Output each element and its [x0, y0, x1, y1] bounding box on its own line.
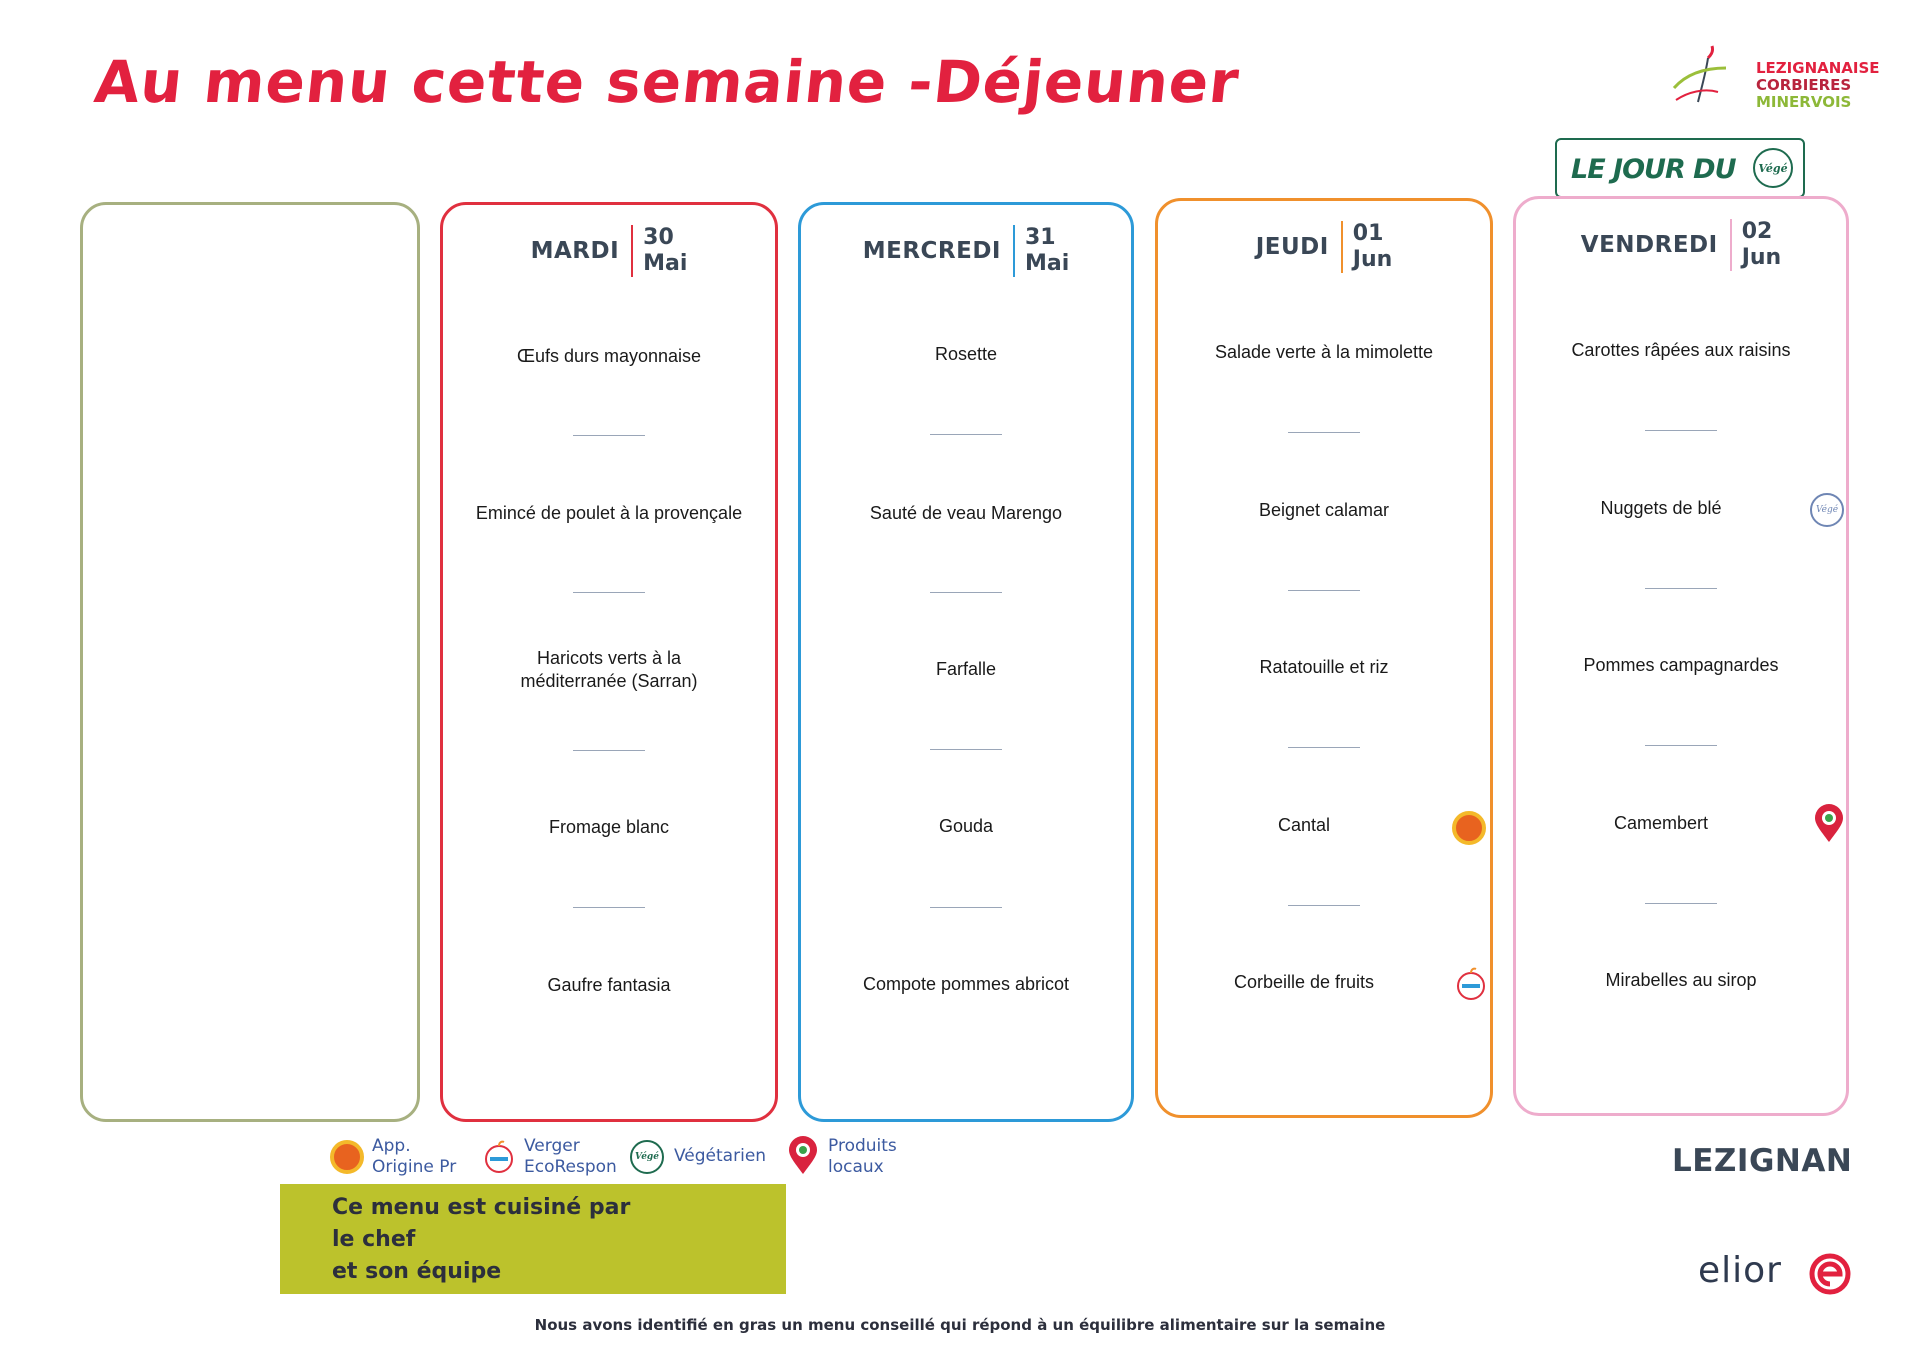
- dish-dessert: Corbeille de fruits: [1233, 972, 1375, 992]
- legend-vege-label: Végétarien: [674, 1146, 767, 1166]
- day-date: 01 Jun: [1352, 221, 1393, 272]
- day-column-jeudi: [1155, 198, 1493, 1118]
- dish-entree: Salade verte à la mimolette: [1214, 342, 1434, 362]
- dish-entree: Rosette: [934, 344, 998, 364]
- day-date: 30 Mai: [643, 225, 688, 276]
- dish-divider: [1645, 745, 1717, 746]
- day-column-mardi: [440, 202, 778, 1122]
- dish-accompagnement: Haricots verts à la méditerranée (Sarran): [520, 648, 698, 691]
- day-separator: [1730, 219, 1732, 271]
- vege-badge-label: Végé: [1758, 161, 1788, 175]
- day-name: MERCREDI: [862, 238, 1001, 264]
- vege-icon: [1753, 148, 1793, 188]
- dish-dessert: Compote pommes abricot: [862, 974, 1070, 994]
- day-name: JEUDI: [1255, 234, 1329, 260]
- dish-divider: [1645, 903, 1717, 904]
- dish-divider: [930, 749, 1002, 750]
- dish-divider: [573, 592, 645, 593]
- legend-produits-locaux-label: Produits locaux: [828, 1136, 897, 1177]
- dish-plat: Nuggets de blé: [1600, 498, 1722, 518]
- logo-line-3: MINERVOIS: [1756, 93, 1852, 111]
- dish-fromage: Fromage blanc: [548, 817, 670, 837]
- dish-dessert: Mirabelles au sirop: [1605, 970, 1757, 990]
- logo-line-1: LEZIGNANAISE: [1756, 59, 1880, 77]
- logo-swoosh-icon: [1668, 42, 1728, 112]
- aop-icon: [1452, 811, 1486, 845]
- dish-divider: [1645, 588, 1717, 589]
- chef-box: [280, 1184, 786, 1294]
- dish-divider: [1288, 905, 1360, 906]
- dish-divider: [1645, 430, 1717, 431]
- aop-icon: [330, 1140, 364, 1174]
- dish-dessert: Gaufre fantasia: [547, 975, 671, 995]
- dish-fromage: Gouda: [938, 816, 994, 836]
- legend-produits-locaux: [786, 1136, 916, 1176]
- day-name: VENDREDI: [1580, 232, 1718, 258]
- verger-ecorespon-icon: [1454, 967, 1488, 1001]
- day-header: [801, 223, 1131, 279]
- legend-verger: [482, 1136, 622, 1176]
- dish-divider: [930, 434, 1002, 435]
- day-separator: [1013, 225, 1015, 277]
- verger-ecorespon-icon: [482, 1140, 516, 1174]
- dish-entree: Carottes râpées aux raisins: [1571, 340, 1791, 360]
- vege-icon: [1810, 493, 1844, 527]
- dish-divider: [573, 435, 645, 436]
- vege-icon-label: Végé: [1815, 505, 1839, 515]
- legend-vege: [630, 1136, 780, 1176]
- legend-aop: [330, 1136, 480, 1176]
- day-column-vendredi: [1513, 196, 1849, 1116]
- legend-aop-label: App. Origine Pr: [372, 1136, 457, 1177]
- dish-plat: Beignet calamar: [1258, 500, 1390, 520]
- brand-name: elior: [1698, 1250, 1782, 1291]
- elior-e-icon: [1808, 1252, 1852, 1296]
- day-header: [443, 223, 775, 279]
- dish-divider: [573, 907, 645, 908]
- dish-divider: [573, 750, 645, 751]
- dish-fromage: Camembert: [1613, 813, 1709, 833]
- dish-fromage: Cantal: [1277, 815, 1331, 835]
- dish-divider: [930, 592, 1002, 593]
- footer-note: Nous avons identifié en gras un menu conseillé qui répond à un équilibre alimentaire sur la semaine: [534, 1316, 1386, 1334]
- legend-vege-badge: Végé: [635, 1152, 659, 1162]
- chef-text: Ce menu est cuisiné par le chef et son équipe: [332, 1195, 631, 1284]
- logo-line-2: CORBIERES: [1756, 76, 1852, 94]
- dish-divider: [1288, 747, 1360, 748]
- dish-entree: Œufs durs mayonnaise: [516, 346, 702, 366]
- dish-divider: [1288, 590, 1360, 591]
- day-date: 31 Mai: [1024, 225, 1070, 276]
- vege-icon: [630, 1140, 664, 1174]
- day-separator: [1341, 221, 1343, 273]
- dish-accompagnement: Ratatouille et riz: [1259, 657, 1389, 677]
- dish-accompagnement: Pommes campagnardes: [1583, 655, 1779, 675]
- produits-locaux-icon: [786, 1136, 820, 1176]
- day-date: 02 Jun: [1741, 219, 1782, 270]
- produits-locaux-icon: [1812, 804, 1846, 844]
- day-header: [1158, 219, 1490, 275]
- day-separator: [631, 225, 633, 277]
- jour-du-vege-banner: [1555, 138, 1805, 198]
- site-name: LEZIGNAN: [1672, 1143, 1853, 1179]
- dish-divider: [930, 907, 1002, 908]
- day-column-mercredi: [798, 202, 1134, 1122]
- dish-divider: [1288, 432, 1360, 433]
- day-name: MARDI: [530, 238, 620, 264]
- day-header: [1516, 217, 1846, 273]
- empty-column: [80, 202, 420, 1122]
- dish-plat: Sauté de veau Marengo: [869, 503, 1063, 523]
- dish-accompagnement: Farfalle: [935, 659, 997, 679]
- dish-plat: Emincé de poulet à la provençale: [475, 503, 743, 523]
- jour-du-label: LE JOUR DU: [1571, 154, 1736, 185]
- page-title: Au menu cette semaine -Déjeuner: [91, 48, 1243, 116]
- legend-verger-label: Verger EcoRespon: [524, 1136, 617, 1177]
- community-logo: [1668, 42, 1878, 122]
